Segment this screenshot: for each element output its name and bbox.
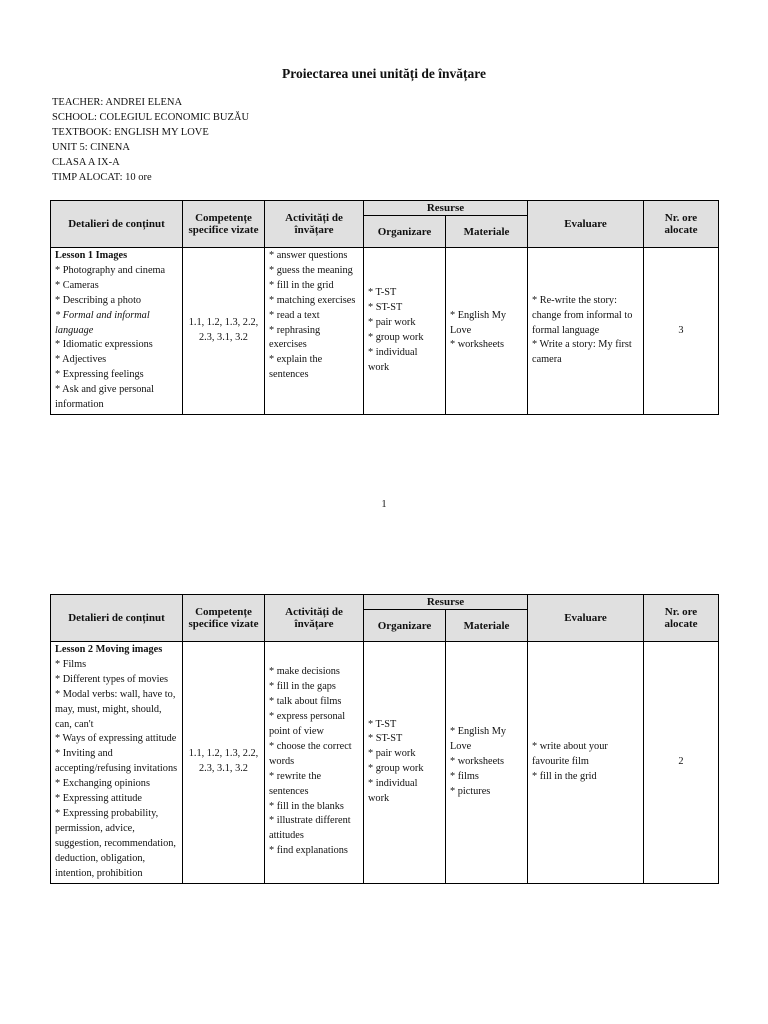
- header-activities: Activități de învățare: [265, 595, 364, 642]
- list-item: * Ways of expressing attitude: [55, 733, 177, 745]
- list-item: * Describing a photo: [55, 294, 142, 306]
- activities-cell: [265, 248, 364, 415]
- competences-cell: 1.1, 1.2, 1.3, 2.2, 2.3, 3.1, 3.2: [183, 248, 265, 415]
- list-item: * pair work: [368, 317, 416, 329]
- header-organization: Organizare: [364, 610, 446, 642]
- list-item: * Inviting and accepting/refusing invitations: [55, 748, 178, 775]
- list-item: * individual work: [368, 778, 418, 805]
- list-item: * Idiomatic expressions: [55, 339, 153, 351]
- activities-cell: [265, 642, 364, 884]
- list-item: * Photography and cinema: [55, 264, 166, 276]
- table-row: [51, 248, 719, 415]
- lesson-title: Lesson 1 Images: [55, 250, 128, 261]
- evaluation-cell: [528, 642, 644, 884]
- list-item: * guess the meaning: [269, 264, 353, 276]
- list-item: * Different types of movies: [55, 673, 169, 685]
- list-item: * write about your favourite film: [532, 740, 608, 767]
- list-item: * Modal verbs: wall, have to, may, must, might, should, can, can't: [55, 688, 176, 730]
- list-item: * pictures: [450, 785, 491, 797]
- content-cell: [51, 642, 183, 884]
- organization-cell: [364, 642, 446, 884]
- info-block: [52, 95, 249, 185]
- page-number: 1: [381, 499, 387, 510]
- list-item: * matching exercises: [269, 294, 356, 306]
- list-item: * ST-ST: [368, 302, 403, 314]
- list-item: * illustrate different attitudes: [269, 815, 351, 842]
- list-item: * films: [450, 770, 479, 782]
- list-item: * Expressing attitude: [55, 793, 142, 805]
- list-item: * Expressing feelings: [55, 369, 144, 381]
- list-item: * fill in the gaps: [269, 681, 336, 693]
- list-item: * Ask and give personal information: [55, 384, 154, 411]
- list-item: * Re-write the story: change from informal to formal language: [532, 294, 633, 336]
- header-resources: Resurse: [364, 595, 528, 610]
- lesson-table-1: [50, 200, 719, 415]
- competences-cell: 1.1, 1.2, 1.3, 2.2, 2.3, 3.1, 3.2: [183, 642, 265, 884]
- materials-cell: [446, 642, 528, 884]
- header-evaluation: Evaluare: [528, 595, 644, 642]
- lesson-table-2: [50, 594, 719, 884]
- list-item: * Exchanging opinions: [55, 778, 150, 790]
- list-item: * talk about films: [269, 696, 342, 708]
- organization-cell: [364, 248, 446, 415]
- header-hours: Nr. ore alocate: [644, 201, 719, 248]
- hours-cell: 2: [644, 642, 719, 884]
- header-evaluation: Evaluare: [528, 201, 644, 248]
- header-competences: Competențe specifice vizate: [183, 201, 265, 248]
- header-activities: Activități de învățare: [265, 201, 364, 248]
- list-item: * fill in the grid: [269, 279, 334, 291]
- list-item: * group work: [368, 763, 424, 775]
- header-organization: Organizare: [364, 216, 446, 248]
- list-item: * worksheets: [450, 339, 505, 351]
- list-item: * group work: [368, 331, 424, 343]
- list-item: * Adjectives: [55, 354, 107, 366]
- header-materials: Materiale: [446, 610, 528, 642]
- info-time: TIMP ALOCAT: 10 ore: [52, 172, 152, 183]
- info-school: SCHOOL: COLEGIUL ECONOMIC BUZĂU: [52, 112, 250, 123]
- list-item: * explain the sentences: [269, 354, 323, 381]
- materials-cell: [446, 248, 528, 415]
- list-item: * fill in the grid: [532, 770, 597, 782]
- list-item: * Cameras: [55, 279, 99, 291]
- list-item: * Formal and informal language: [55, 309, 150, 336]
- header-materials: Materiale: [446, 216, 528, 248]
- info-unit: UNIT 5: CINENA: [52, 142, 130, 153]
- list-item: * read a text: [269, 309, 320, 321]
- header-hours: Nr. ore alocate: [644, 595, 719, 642]
- list-item: * English My Love: [450, 725, 507, 752]
- header-competences: Competențe specifice vizate: [183, 595, 265, 642]
- header-content: Detalieri de conținut: [51, 595, 183, 642]
- list-item: * rephrasing exercises: [269, 324, 321, 351]
- list-item: * Expressing probability, permission, advice, suggestion, recommendation, deduction, obligation, intention, prohibition: [55, 807, 176, 879]
- list-item: * Films: [55, 658, 87, 670]
- list-item: * ST-ST: [368, 733, 403, 745]
- list-item: * fill in the blanks: [269, 800, 344, 812]
- list-item: * English My Love: [450, 309, 507, 336]
- list-item: * T-ST: [368, 287, 397, 299]
- info-teacher: TEACHER: ANDREI ELENA: [52, 97, 183, 108]
- list-item: * express personal point of view: [269, 711, 346, 737]
- list-item: * choose the correct words: [269, 740, 352, 767]
- content-cell: [51, 248, 183, 415]
- list-item: * pair work: [368, 748, 416, 760]
- list-item: * make decisions: [269, 666, 340, 678]
- info-textbook: TEXTBOOK: ENGLISH MY LOVE: [52, 127, 209, 138]
- list-item: * rewrite the sentences: [269, 770, 322, 797]
- list-item: * T-ST: [368, 718, 397, 730]
- list-item: * individual work: [368, 346, 418, 373]
- header-resources: Resurse: [364, 201, 528, 216]
- document-title: Proiectarea unei unități de învățare: [282, 66, 486, 81]
- info-class: CLASA A IX-A: [52, 157, 120, 168]
- list-item: * answer questions: [269, 250, 348, 261]
- table-row: [51, 642, 719, 884]
- header-content: Detalieri de conținut: [51, 201, 183, 248]
- list-item: * find explanations: [269, 845, 348, 857]
- lesson-title: Lesson 2 Moving images: [55, 644, 163, 655]
- hours-cell: 3: [644, 248, 719, 415]
- list-item: * worksheets: [450, 755, 505, 767]
- evaluation-cell: [528, 248, 644, 415]
- list-item: * Write a story: My first camera: [532, 339, 632, 366]
